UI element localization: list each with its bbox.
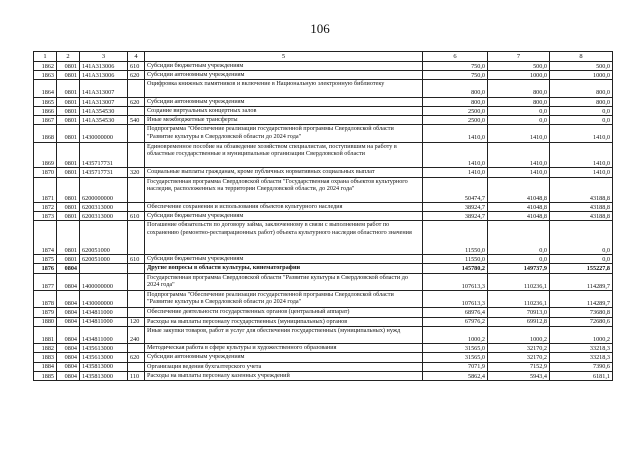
amount-year-2: 0,0	[488, 116, 550, 125]
target-code: 141A313006	[80, 62, 128, 71]
item-name: Социальные выплаты гражданам, кроме публичных нормативных социальных выплат	[145, 168, 423, 177]
target-code: 1435813000	[80, 362, 128, 371]
row-number: 1863	[34, 71, 57, 80]
amount-year-1: 5862,4	[423, 371, 488, 380]
expense-type-code	[128, 362, 145, 371]
section-code: 0801	[57, 212, 80, 221]
amount-year-1: 750,0	[423, 62, 488, 71]
amount-year-1: 107613,3	[423, 273, 488, 290]
header-col-6: 6	[423, 52, 488, 62]
amount-year-1: 67976,2	[423, 317, 488, 326]
section-code: 0801	[57, 203, 80, 212]
amount-year-3: 43188,8	[550, 203, 613, 212]
item-name: Другие вопросы в области культуры, кинематографии	[145, 264, 423, 273]
item-name: Обеспечение деятельности государственных органов (центральный аппарат)	[145, 308, 423, 317]
section-code: 0801	[57, 80, 80, 97]
item-name: Иные межбюджетные трансферты	[145, 116, 423, 125]
table-row	[34, 116, 613, 125]
amount-year-2: 41048,8	[488, 203, 550, 212]
expense-type-code	[128, 177, 145, 203]
row-number: 1885	[34, 371, 57, 380]
amount-year-1: 38924,7	[423, 212, 488, 221]
table-row	[34, 344, 613, 353]
expense-type-code	[128, 291, 145, 308]
amount-year-2: 110236,1	[488, 291, 550, 308]
amount-year-1: 107613,3	[423, 291, 488, 308]
item-name: Субсидии бюджетным учреждениям	[145, 62, 423, 71]
table-row	[34, 291, 613, 308]
amount-year-3: 500,0	[550, 62, 613, 71]
amount-year-3: 1000,2	[550, 326, 613, 343]
amount-year-2: 69912,8	[488, 317, 550, 326]
item-name: Субсидии автономным учреждениям	[145, 353, 423, 362]
expense-type-code	[128, 142, 145, 168]
amount-year-1: 2500,0	[423, 106, 488, 115]
row-number: 1875	[34, 255, 57, 264]
section-code: 0801	[57, 125, 80, 142]
row-number: 1862	[34, 62, 57, 71]
section-code: 0801	[57, 116, 80, 125]
table-row	[34, 371, 613, 380]
expense-type-code	[128, 264, 145, 273]
expense-type-code: 540	[128, 116, 145, 125]
target-code: 620051000	[80, 255, 128, 264]
target-code	[80, 264, 128, 273]
section-code: 0801	[57, 71, 80, 80]
row-number: 1864	[34, 80, 57, 97]
target-code: 1435717731	[80, 142, 128, 168]
amount-year-1: 50474,7	[423, 177, 488, 203]
table-row	[34, 177, 613, 203]
section-code: 0801	[57, 221, 80, 255]
table-row	[34, 106, 613, 115]
row-number: 1881	[34, 326, 57, 343]
section-code: 0804	[57, 273, 80, 290]
row-number: 1876	[34, 264, 57, 273]
section-code: 0804	[57, 317, 80, 326]
section-code: 0804	[57, 308, 80, 317]
target-code: 141A313007	[80, 97, 128, 106]
expense-type-code	[128, 308, 145, 317]
amount-year-1: 800,0	[423, 97, 488, 106]
expense-type-code	[128, 80, 145, 97]
section-code: 0801	[57, 177, 80, 203]
amount-year-2: 0,0	[488, 106, 550, 115]
amount-year-1: 800,0	[423, 80, 488, 97]
amount-year-3: 0,0	[550, 221, 613, 255]
expense-type-code: 240	[128, 326, 145, 343]
item-name: Субсидии бюджетным учреждениям	[145, 255, 423, 264]
amount-year-3: 0,0	[550, 106, 613, 115]
table-row	[34, 142, 613, 168]
item-name: Субсидии автономным учреждениям	[145, 71, 423, 80]
item-name: Создание виртуальных концертных залов	[145, 106, 423, 115]
target-code: 141A313006	[80, 71, 128, 80]
amount-year-3: 0,0	[550, 116, 613, 125]
item-name: Субсидии автономным учреждениям	[145, 97, 423, 106]
table-row	[34, 308, 613, 317]
amount-year-2: 0,0	[488, 255, 550, 264]
header-col-8: 8	[550, 52, 613, 62]
target-code: 141A313007	[80, 80, 128, 97]
amount-year-2: 5943,4	[488, 371, 550, 380]
row-number: 1868	[34, 125, 57, 142]
target-code: 1435613000	[80, 353, 128, 362]
expense-type-code	[128, 344, 145, 353]
item-name: Методическая работа в сфере культуры и художественного образования	[145, 344, 423, 353]
header-col-2: 2	[57, 52, 80, 62]
row-number: 1871	[34, 177, 57, 203]
row-number: 1878	[34, 291, 57, 308]
target-code: 1434811000	[80, 308, 128, 317]
section-code: 0804	[57, 362, 80, 371]
amount-year-2: 1410,0	[488, 142, 550, 168]
expense-type-code: 120	[128, 317, 145, 326]
amount-year-2: 1000,2	[488, 326, 550, 343]
amount-year-2: 1410,0	[488, 168, 550, 177]
expense-type-code	[128, 125, 145, 142]
amount-year-1: 31565,0	[423, 353, 488, 362]
row-number: 1874	[34, 221, 57, 255]
table-row	[34, 362, 613, 371]
item-name: Государственная программа Свердловской области "Развитие культуры в Свердловской области до 2024 года"	[145, 273, 423, 290]
target-code: 1434811000	[80, 326, 128, 343]
table-row	[34, 62, 613, 71]
table-body	[34, 62, 613, 381]
amount-year-1: 11550,0	[423, 221, 488, 255]
target-code: 141A354530	[80, 116, 128, 125]
table-row	[34, 80, 613, 97]
amount-year-1: 1000,2	[423, 326, 488, 343]
section-code: 0804	[57, 344, 80, 353]
amount-year-1: 68976,4	[423, 308, 488, 317]
section-code: 0801	[57, 255, 80, 264]
row-number: 1873	[34, 212, 57, 221]
table-row	[34, 203, 613, 212]
amount-year-3: 0,0	[550, 255, 613, 264]
table-row	[34, 168, 613, 177]
amount-year-1: 750,0	[423, 71, 488, 80]
amount-year-3: 1000,0	[550, 71, 613, 80]
amount-year-1: 38924,7	[423, 203, 488, 212]
row-number: 1870	[34, 168, 57, 177]
amount-year-2: 0,0	[488, 221, 550, 255]
item-name: Подпрограмма "Обеспечение реализации государственной программы Свердловской области "Развитие культуры в Свердловской области до 2024 года"	[145, 125, 423, 142]
item-name: Субсидии бюджетным учреждениям	[145, 212, 423, 221]
expense-type-code: 610	[128, 255, 145, 264]
item-name: Обеспечение сохранения и использования объектов культурного наследия	[145, 203, 423, 212]
amount-year-2: 110236,1	[488, 273, 550, 290]
amount-year-3: 73680,8	[550, 308, 613, 317]
target-code: 6200000000	[80, 177, 128, 203]
section-code: 0801	[57, 106, 80, 115]
table-row	[34, 71, 613, 80]
row-number: 1872	[34, 203, 57, 212]
amount-year-1: 1410,0	[423, 142, 488, 168]
table-row	[34, 353, 613, 362]
amount-year-1: 145780,2	[423, 264, 488, 273]
table-row	[34, 125, 613, 142]
section-code: 0804	[57, 291, 80, 308]
target-code: 6200313000	[80, 203, 128, 212]
row-number: 1884	[34, 362, 57, 371]
target-code: 1400000000	[80, 273, 128, 290]
header-col-5: 5	[145, 52, 423, 62]
row-number: 1877	[34, 273, 57, 290]
target-code: 1435813000	[80, 371, 128, 380]
amount-year-1: 1410,0	[423, 125, 488, 142]
amount-year-3: 114289,7	[550, 273, 613, 290]
amount-year-3: 800,0	[550, 97, 613, 106]
expense-type-code	[128, 221, 145, 255]
target-code: 1434811000	[80, 317, 128, 326]
table-row	[34, 212, 613, 221]
amount-year-2: 70913,0	[488, 308, 550, 317]
target-code: 1435613000	[80, 344, 128, 353]
expense-type-code: 110	[128, 371, 145, 380]
amount-year-2: 32170,2	[488, 344, 550, 353]
amount-year-1: 7071,9	[423, 362, 488, 371]
amount-year-2: 41048,8	[488, 212, 550, 221]
budget-table	[33, 51, 613, 381]
table-row	[34, 97, 613, 106]
target-code: 620051000	[80, 221, 128, 255]
expense-type-code: 320	[128, 168, 145, 177]
amount-year-2: 1410,0	[488, 125, 550, 142]
section-code: 0804	[57, 371, 80, 380]
amount-year-3: 155227,8	[550, 264, 613, 273]
amount-year-3: 1410,0	[550, 125, 613, 142]
expense-type-code: 620	[128, 97, 145, 106]
amount-year-3: 1410,0	[550, 168, 613, 177]
section-code: 0801	[57, 62, 80, 71]
expense-type-code: 610	[128, 62, 145, 71]
header-col-1: 1	[34, 52, 57, 62]
row-number: 1867	[34, 116, 57, 125]
section-code: 0801	[57, 168, 80, 177]
amount-year-3: 33218,3	[550, 353, 613, 362]
expense-type-code	[128, 273, 145, 290]
amount-year-3: 72680,6	[550, 317, 613, 326]
table-row	[34, 264, 613, 273]
item-name: Погашение обязательств по договору займа, заключенному в связи с выполнением работ по сохранению (ремонтно-реставрационных работ) объекта культурного наследия областного значения	[145, 221, 423, 255]
item-name: Единовременное пособие на обзаведение хозяйством специалистам, поступившим на работу в областные государственные и муниципальные организации Свердловской области	[145, 142, 423, 168]
table-row	[34, 221, 613, 255]
row-number: 1882	[34, 344, 57, 353]
amount-year-3: 1410,0	[550, 142, 613, 168]
expense-type-code	[128, 203, 145, 212]
row-number: 1879	[34, 308, 57, 317]
target-code: 1430000000	[80, 291, 128, 308]
header-col-3: 3	[80, 52, 128, 62]
amount-year-1: 1410,0	[423, 168, 488, 177]
table-row	[34, 317, 613, 326]
amount-year-2: 32170,2	[488, 353, 550, 362]
amount-year-1: 2500,0	[423, 116, 488, 125]
amount-year-3: 43188,8	[550, 177, 613, 203]
table-row	[34, 273, 613, 290]
amount-year-2: 800,0	[488, 80, 550, 97]
amount-year-3: 33218,3	[550, 344, 613, 353]
amount-year-2: 1000,0	[488, 71, 550, 80]
section-code: 0804	[57, 353, 80, 362]
item-name: Организация ведения бухгалтерского учета	[145, 362, 423, 371]
target-code: 1430000000	[80, 125, 128, 142]
amount-year-2: 41048,8	[488, 177, 550, 203]
target-code: 141A354530	[80, 106, 128, 115]
expense-type-code: 620	[128, 353, 145, 362]
amount-year-3: 7390,6	[550, 362, 613, 371]
amount-year-2: 7152,9	[488, 362, 550, 371]
table-row	[34, 255, 613, 264]
expense-type-code: 610	[128, 212, 145, 221]
header-col-7: 7	[488, 52, 550, 62]
row-number: 1883	[34, 353, 57, 362]
page-number: 106	[310, 21, 330, 36]
amount-year-3: 6181,1	[550, 371, 613, 380]
item-name: Оцифровка книжных памятников и включение в Национальную электронную библиотеку	[145, 80, 423, 97]
item-name: Расходы на выплаты персоналу казенных учреждений	[145, 371, 423, 380]
amount-year-1: 31565,0	[423, 344, 488, 353]
amount-year-2: 149737,9	[488, 264, 550, 273]
header-row	[34, 52, 613, 62]
expense-type-code	[128, 106, 145, 115]
target-code: 1435717731	[80, 168, 128, 177]
item-name: Иные закупки товаров, работ и услуг для обеспечения государственных (муниципальных) нужд	[145, 326, 423, 343]
item-name: Государственная программа Свердловской области "Государственная охрана объектов культурного наследия, расположенных на территории Свердловской области, до 2024 года"	[145, 177, 423, 203]
amount-year-2: 500,0	[488, 62, 550, 71]
table-row	[34, 326, 613, 343]
item-name: Подпрограмма "Обеспечение реализации государственной программы Свердловской области "Развитие культуры в Свердловской области до 2024 года"	[145, 291, 423, 308]
expense-type-code: 620	[128, 71, 145, 80]
amount-year-2: 800,0	[488, 97, 550, 106]
row-number: 1865	[34, 97, 57, 106]
row-number: 1866	[34, 106, 57, 115]
target-code: 6200313000	[80, 212, 128, 221]
amount-year-1: 11550,0	[423, 255, 488, 264]
row-number: 1880	[34, 317, 57, 326]
section-code: 0801	[57, 97, 80, 106]
section-code: 0801	[57, 142, 80, 168]
amount-year-3: 800,0	[550, 80, 613, 97]
section-code: 0804	[57, 326, 80, 343]
section-code: 0804	[57, 264, 80, 273]
item-name: Расходы на выплаты персоналу государственных (муниципальных) органов	[145, 317, 423, 326]
amount-year-3: 43188,8	[550, 212, 613, 221]
header-col-4: 4	[128, 52, 145, 62]
row-number: 1869	[34, 142, 57, 168]
amount-year-3: 114289,7	[550, 291, 613, 308]
